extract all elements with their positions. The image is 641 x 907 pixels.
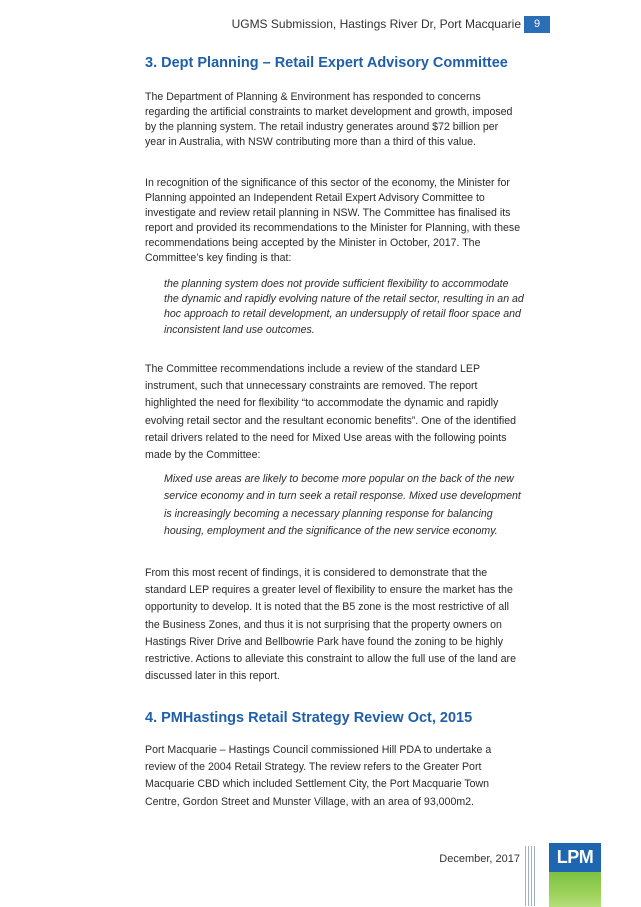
section-3-paragraph-1: The Department of Planning & Environment has responded to concerns regarding the artificial constraints to market development and growth, imposed by the planning system. The retail industry generates around $72 billion per year in Australia, with NSW contributing more than a third of this value.: [145, 91, 513, 148]
header-title: UGMS Submission, Hastings River Dr, Port Macquarie: [231, 17, 521, 31]
footer-date: December, 2017: [439, 853, 520, 865]
page-number: 9: [524, 16, 550, 33]
section-3-paragraph-3: The Committee recommendations include a review of the standard LEP instrument, such that unnecessary constraints are removed. The report highlighted the need for flexibility “to accommodate the dynamic and rapidly evolving retail sector and the resultant economic benefits”. One of the identified retail drivers related to the need for Mixed Use areas with the following points made by the Committee:: [145, 363, 516, 462]
section-3-paragraph-4: From this most recent of findings, it is considered to demonstrate that the standard LEP requires a greater level of flexibility to ensure the market has the opportunity to develop. It is noted that the B5 zone is the most restrictive of all the Business Zones, and thus it is not surprising that the property owners on Hastings River Drive and Bellbowrie Park have found the zoning to be highly restrictive. Actions to alleviate this constraint to allow the full use of the land are discussed later in this report.: [145, 567, 516, 683]
committee-finding-quote: the planning system does not provide sufficient flexibility to accommodate the dynamic and rapidly evolving nature of the retail sector, resulting in an ad hoc approach to retail development, an undersupply of retail floor space and inconsistent land use outcomes.: [164, 278, 524, 336]
lpm-logo-text: LPM: [549, 843, 601, 872]
footer-divider-lines: [525, 846, 537, 906]
section-3-heading: 3. Dept Planning – Retail Expert Advisory Committee: [145, 55, 508, 71]
section-4-paragraph-1: Port Macquarie – Hastings Council commissioned Hill PDA to undertake a review of the 2004 Retail Strategy. The review refers to the Greater Port Macquarie CBD which included Settlement City, the Port Macquarie Town Centre, Gordon Street and Munster Village, with an area of 93,000m2.: [145, 744, 492, 808]
section-3-paragraph-2: In recognition of the significance of this sector of the economy, the Minister for Planning appointed an Independent Retail Expert Advisory Committee to investigate and review retail planning in NSW. The Committee has finalised its report and provided its recommendations to the Minister for Planning, with these recommendations being accepted by the Minister in October, 2017. The Committee’s key finding is that:: [145, 177, 521, 264]
mixed-use-quote: Mixed use areas are likely to become more popular on the back of the new service economy and in turn seek a retail response. Mixed use development is increasingly becoming a necessary planning response for balancing housing, employment and the significance of the new service economy.: [164, 473, 521, 537]
section-4-heading: 4. PMHastings Retail Strategy Review Oct, 2015: [145, 710, 473, 726]
lpm-logo: [549, 843, 601, 907]
lpm-logo-green-block: [549, 872, 601, 907]
